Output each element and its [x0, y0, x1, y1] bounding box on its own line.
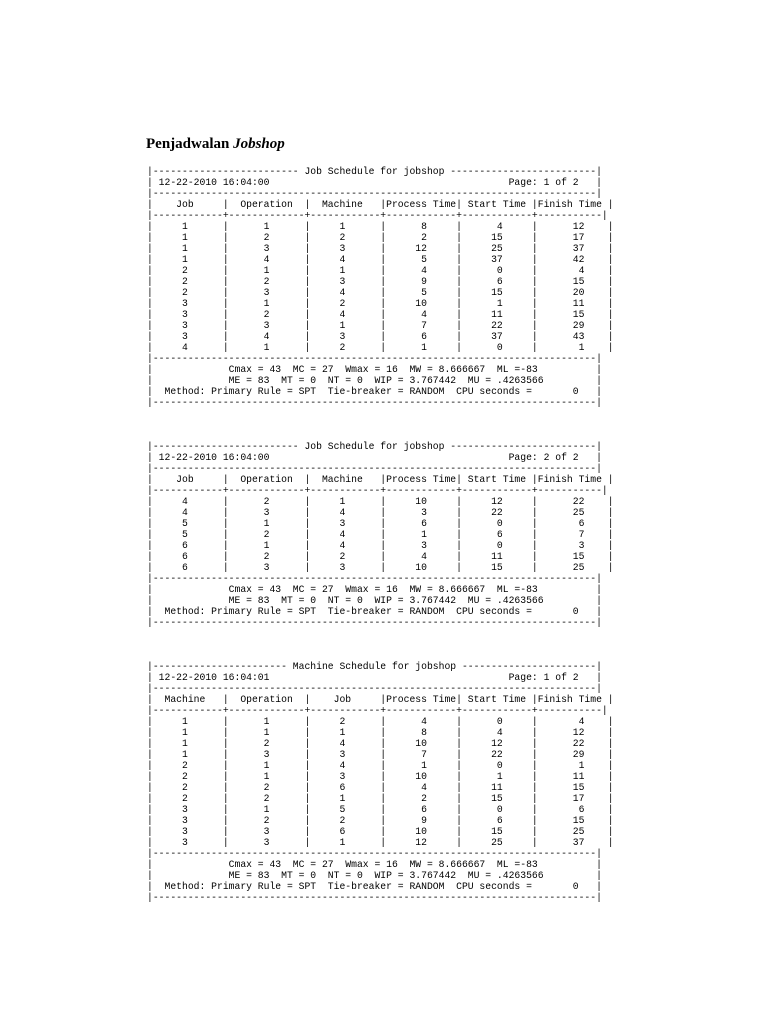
report-line: |------------------------- Job Schedule for jobshop -------------------------| — [147, 441, 602, 452]
report-line: | 4 | 2 | 1 | 10 | 12 | 22 | — [147, 496, 614, 507]
machine-schedule-report-page-1 — [147, 661, 614, 903]
report-line: | 6 | 2 | 2 | 4 | 11 | 15 | — [147, 551, 614, 562]
report-line: | Cmax = 43 MC = 27 Wmax = 16 MW = 8.666667 ML =-83 | — [147, 584, 602, 595]
page-title — [146, 136, 285, 153]
report-line: | Method: Primary Rule = SPT Tie-breaker = RANDOM CPU seconds = 0 | — [147, 881, 602, 892]
report-line: |----------------------- Machine Schedule for jobshop -----------------------| — [147, 661, 602, 672]
report-line: |----------------------------------------------------------------------------| — [147, 892, 602, 903]
report-line: | 3 | 3 | 6 | 10 | 15 | 25 | — [147, 826, 614, 837]
report-line: | 1 | 4 | 4 | 5 | 37 | 42 | — [147, 254, 614, 265]
page-title-emphasis: Jobshop — [233, 136, 285, 152]
report-line: |----------------------------------------------------------------------------| — [147, 617, 602, 628]
report-line: | 1 | 2 | 4 | 10 | 12 | 22 | — [147, 738, 614, 749]
report-line: | 1 | 3 | 3 | 12 | 25 | 37 | — [147, 243, 614, 254]
report-line: | 3 | 2 | 4 | 4 | 11 | 15 | — [147, 309, 614, 320]
report-line: | 12-22-2010 16:04:00 Page: 1 of 2 | — [147, 177, 602, 188]
report-line: | 4 | 1 | 2 | 1 | 0 | 1 | — [147, 342, 614, 353]
report-line: | Job | Operation | Machine |Process Time| Start Time |Finish Time | — [147, 199, 614, 210]
report-line: |----------------------------------------------------------------------------| — [147, 353, 602, 364]
report-line: | 3 | 1 | 2 | 10 | 1 | 11 | — [147, 298, 614, 309]
report-line: |----------------------------------------------------------------------------| — [147, 848, 602, 859]
report-line: |----------------------------------------------------------------------------| — [147, 683, 602, 694]
report-line: | 2 | 1 | 3 | 10 | 1 | 11 | — [147, 771, 614, 782]
report-line: | 4 | 3 | 4 | 3 | 22 | 25 | — [147, 507, 614, 518]
report-line: | 1 | 2 | 2 | 2 | 15 | 17 | — [147, 232, 614, 243]
report-line: | 3 | 3 | 1 | 7 | 22 | 29 | — [147, 320, 614, 331]
report-line: | 2 | 2 | 6 | 4 | 11 | 15 | — [147, 782, 614, 793]
report-line: | Machine | Operation | Job |Process Time| Start Time |Finish Time | — [147, 694, 614, 705]
report-line: | 6 | 3 | 3 | 10 | 15 | 25 | — [147, 562, 614, 573]
report-line: | 2 | 1 | 1 | 4 | 0 | 4 | — [147, 265, 614, 276]
report-line: | 5 | 1 | 3 | 6 | 0 | 6 | — [147, 518, 614, 529]
report-line: | 3 | 1 | 5 | 6 | 0 | 6 | — [147, 804, 614, 815]
report-line: | 3 | 3 | 1 | 12 | 25 | 37 | — [147, 837, 614, 848]
report-line: | Method: Primary Rule = SPT Tie-breaker = RANDOM CPU seconds = 0 | — [147, 606, 602, 617]
report-line: | Method: Primary Rule = SPT Tie-breaker = RANDOM CPU seconds = 0 | — [147, 386, 602, 397]
report-line: |------------+-------------+------------+------------+------------+-----------| — [147, 485, 608, 496]
report-line: | Cmax = 43 MC = 27 Wmax = 16 MW = 8.666667 ML =-83 | — [147, 859, 602, 870]
report-line: | 2 | 2 | 1 | 2 | 15 | 17 | — [147, 793, 614, 804]
report-line: | 1 | 1 | 2 | 4 | 0 | 4 | — [147, 716, 614, 727]
report-line: | 12-22-2010 16:04:00 Page: 2 of 2 | — [147, 452, 602, 463]
report-line: | 2 | 3 | 4 | 5 | 15 | 20 | — [147, 287, 614, 298]
report-line: | 2 | 2 | 3 | 9 | 6 | 15 | — [147, 276, 614, 287]
report-line: | ME = 83 MT = 0 NT = 0 WIP = 3.767442 MU = .4263566 | — [147, 595, 602, 606]
report-line: | 1 | 1 | 1 | 8 | 4 | 12 | — [147, 221, 614, 232]
job-schedule-report-page-1 — [147, 166, 614, 408]
report-line: | ME = 83 MT = 0 NT = 0 WIP = 3.767442 MU = .4263566 | — [147, 375, 602, 386]
report-line: | 12-22-2010 16:04:01 Page: 1 of 2 | — [147, 672, 602, 683]
report-line: |----------------------------------------------------------------------------| — [147, 188, 602, 199]
report-line: | Job | Operation | Machine |Process Time| Start Time |Finish Time | — [147, 474, 614, 485]
report-line: | 1 | 1 | 1 | 8 | 4 | 12 | — [147, 727, 614, 738]
report-line: | 3 | 2 | 2 | 9 | 6 | 15 | — [147, 815, 614, 826]
report-line: | ME = 83 MT = 0 NT = 0 WIP = 3.767442 MU = .4263566 | — [147, 870, 602, 881]
job-schedule-report-page-2 — [147, 441, 614, 628]
report-line: |----------------------------------------------------------------------------| — [147, 463, 602, 474]
report-line: |------------------------- Job Schedule for jobshop -------------------------| — [147, 166, 602, 177]
report-line: | 2 | 1 | 4 | 1 | 0 | 1 | — [147, 760, 614, 771]
report-line: | Cmax = 43 MC = 27 Wmax = 16 MW = 8.666667 ML =-83 | — [147, 364, 602, 375]
report-line: | 3 | 4 | 3 | 6 | 37 | 43 | — [147, 331, 614, 342]
report-line: |------------+-------------+------------+------------+------------+-----------| — [147, 210, 608, 221]
report-line: | 6 | 1 | 4 | 3 | 0 | 3 | — [147, 540, 614, 551]
report-line: |----------------------------------------------------------------------------| — [147, 573, 602, 584]
report-line: | 5 | 2 | 4 | 1 | 6 | 7 | — [147, 529, 614, 540]
report-line: | 1 | 3 | 3 | 7 | 22 | 29 | — [147, 749, 614, 760]
report-line: |----------------------------------------------------------------------------| — [147, 397, 602, 408]
page-title-prefix: Penjadwalan — [146, 136, 230, 152]
report-line: |------------+-------------+------------+------------+------------+-----------| — [147, 705, 608, 716]
